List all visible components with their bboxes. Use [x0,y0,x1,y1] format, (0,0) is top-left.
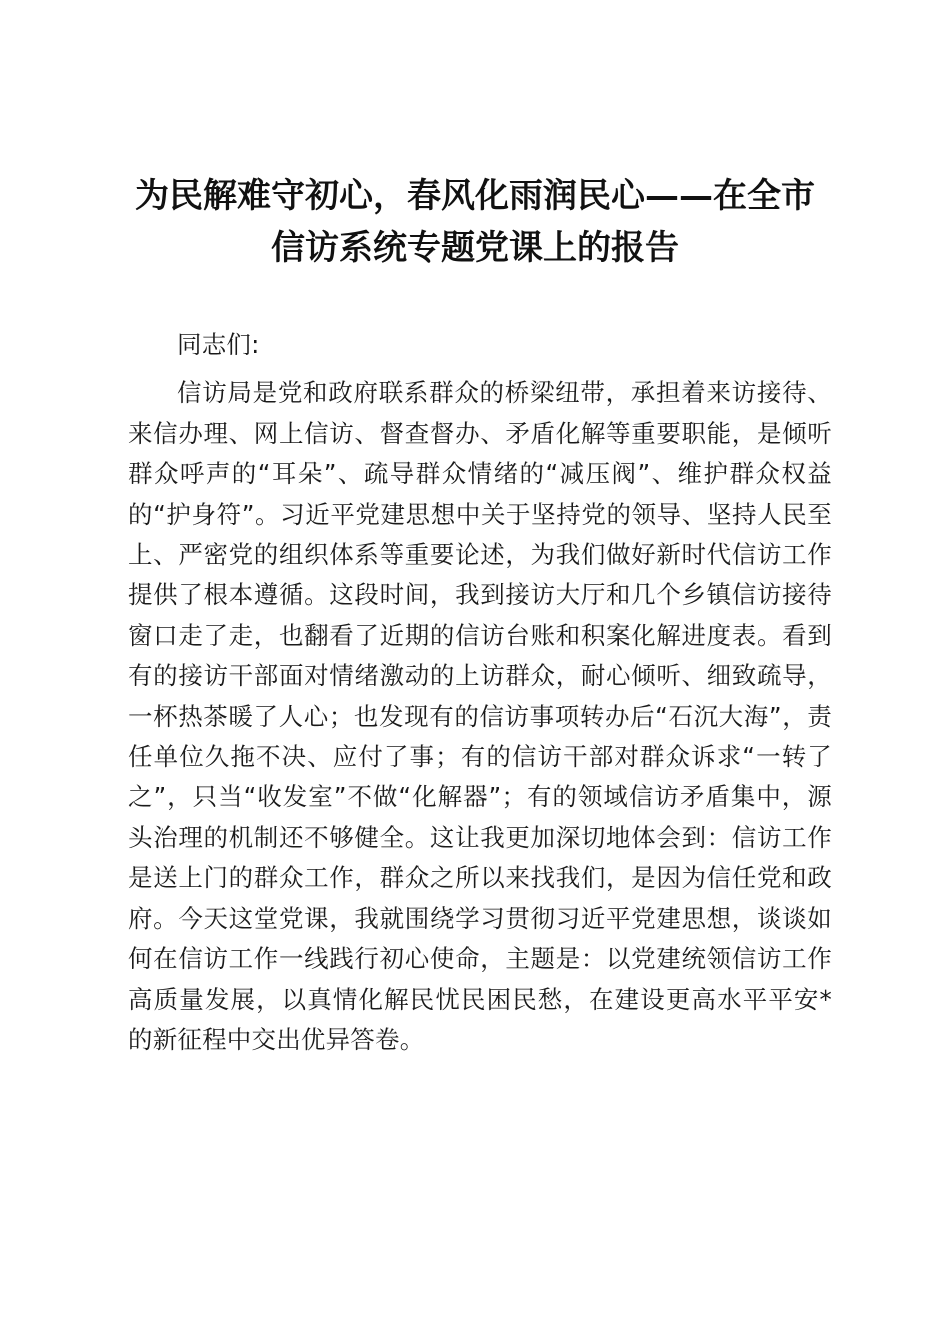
document-title [110,170,840,274]
salutation: 同志们: [177,330,260,359]
document-body [128,325,832,1060]
title-line-2: 信访系统专题党课上的报告 [271,228,679,268]
title-line-1: 为民解难守初心，春风化雨润民心——在全市 [135,176,815,216]
body-paragraph: 信访局是党和政府联系群众的桥梁纽带，承担着来访接待、来信办理、网上信访、督查督办、矛盾化解等重要职能，是倾听群众呼声的“耳朵”、疏导群众情绪的“减压阀”、维护群众权益的“护身符”。习近平党建思想中关于坚持党的领导、坚持人民至上、严密党的组织体系等重要论述，为我们做好新时代信访工作提供了根本遵循。这段时间，我到接访大厅和几个乡镇信访接待窗口走了走，也翻看了近期的信访台账和积案化解进度表。看到有的接访干部面对情绪激动的上访群众，耐心倾听、细致疏导，一杯热茶暖了人心；也发现有的信访事项转办后“石沉大海”，责任单位久拖不决、应付了事；有的信访干部对群众诉求“一转了之”，只当“收发室”不做“化解器”；有的领域信访矛盾集中，源头治理的机制还不够健全。这让我更加深切地体会到：信访工作是送上门的群众工作，群众之所以来找我们，是因为信任党和政府。今天这堂党课，我就围绕学习贯彻习近平党建思想，谈谈如何在信访工作一线践行初心使命，主题是：以党建统领信访工作高质量发展，以真情化解民忧民困民愁，在建设更高水平平安*的新征程中交出优异答卷。 [128,378,832,1054]
